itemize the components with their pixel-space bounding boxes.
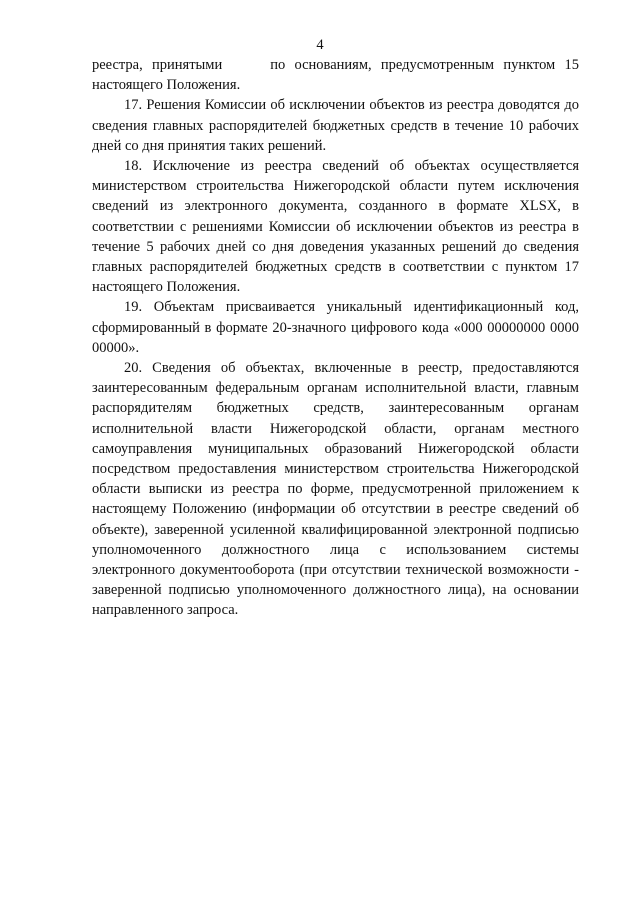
paragraph-continuation xyxy=(92,55,579,95)
paragraph-17: 17. Решения Комиссии об исключении объектов из реестра доводятся до сведения главных распорядителей бюджетных средств в течение 10 рабочих дней со дня принятия таких решений. xyxy=(92,97,579,154)
document-body xyxy=(92,55,579,621)
paragraph-18: 18. Исключение из реестра сведений об объектах осуществляется министерством строительства Нижегородской области путем исключения сведений из электронного документа, созданного в формате XLSX, в соответствии с решениями Комиссии об исключении объектов из реестра в течение 5 рабочих дней со дня доведения указанных решений до сведения главных распорядителей бюджетных средств в соответствии с пунктом 17 настоящего Положения. xyxy=(92,158,579,296)
paragraph-continuation-text-end: по основаниям, предусмотренным пунктом 15 настоящего Положения. xyxy=(92,57,579,94)
page-number: 4 xyxy=(316,37,324,53)
paragraph-20: 20. Сведения об объектах, включенные в реестр, предоставляются заинтересованным федеральным органам исполнительной власти, главным распорядителям бюджетных средств, заинтересованным органам исполнительной власти Нижегородской области, органам местного самоуправления муниципальных образований Нижегородской области посредством предоставления министерством строительства Нижегородской области выписки из реестра по форме, предусмотренной приложением к настоящему Положению (информации об отсутствии в реестре сведений об объекте), заверенной усиленной квалифицированной электронной подписью уполномоченного должностного лица с использованием системы электронного документооборота (при отсутствии технической возможности - заверенной подписью уполномоченного должностного лица), на основании направленного запроса. xyxy=(92,360,579,619)
paragraph-19: 19. Объектам присваивается уникальный идентификационный код, сформированный в формате 20-значного цифрового кода «000 00000000 0000 00000». xyxy=(92,299,579,356)
paragraph-continuation-text-start: реестра, принятыми xyxy=(92,57,223,73)
